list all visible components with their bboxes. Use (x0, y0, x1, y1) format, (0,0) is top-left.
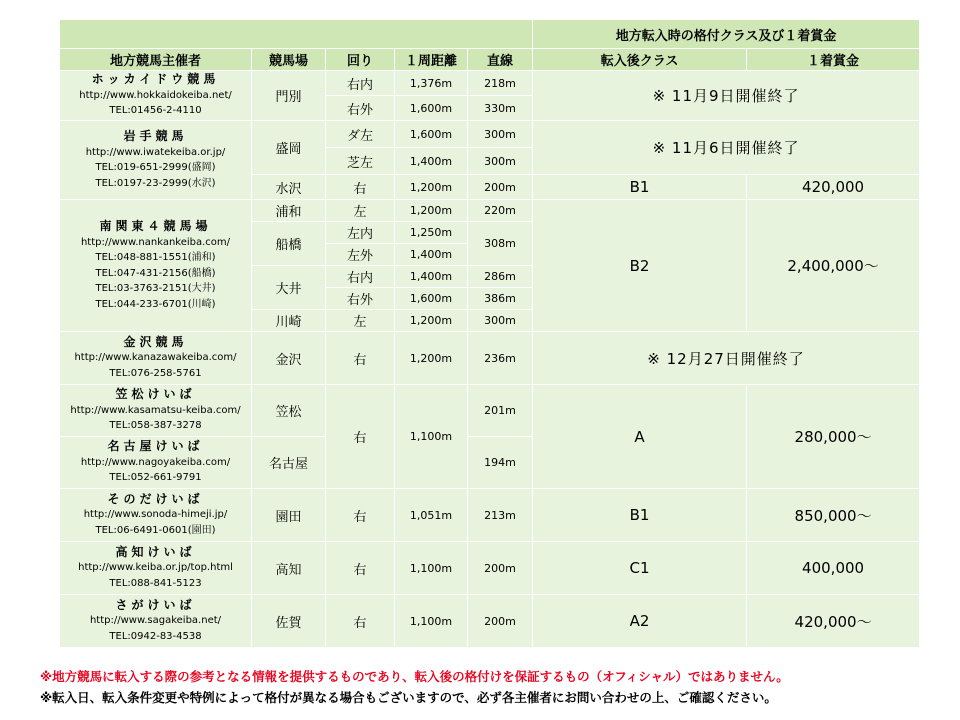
organizer-name: 南関東４競馬場 (99, 219, 212, 233)
header-course: 競馬場 (252, 49, 326, 71)
course-mizusawa: 水沢 (252, 175, 326, 200)
organizer-name: 名古屋けいば (107, 439, 204, 454)
header-turn: 回り (326, 49, 395, 71)
course-urawa: 浦和 (252, 200, 326, 222)
organizer-tel: TEL:052-661-9791 (109, 472, 202, 484)
lap-cell: 1,600m (395, 121, 468, 148)
organizer-sonoda (60, 489, 252, 542)
prize-cell: 420,000～ (747, 595, 920, 648)
class-cell: A (533, 385, 747, 489)
lap-cell: 1,100m (395, 385, 468, 489)
lap-cell: 1,051m (395, 489, 468, 542)
lap-cell: 1,100m (395, 595, 468, 648)
organizer-saga (60, 595, 252, 648)
course-funabashi: 船橋 (252, 222, 326, 266)
straight-cell: 300m (468, 310, 533, 332)
organizer-kochi (60, 542, 252, 595)
organizer-tel: TEL:019-651-2999(盛岡) (95, 162, 216, 173)
organizer-tel: TEL:03-3763-2151(大井) (95, 283, 216, 294)
prize-cell: 2,400,000～ (747, 200, 920, 332)
turn-cell: 右内 (326, 266, 395, 288)
organizer-url: http://www.keiba.or.jp/top.html (78, 562, 233, 574)
turn-cell: 右 (326, 385, 395, 489)
straight-cell: 330m (468, 96, 533, 121)
straight-cell: 308m (468, 222, 533, 266)
organizer-tel: TEL:088-841-5123 (109, 577, 202, 589)
course-monbetsu: 門別 (252, 71, 326, 121)
organizer-url: http://www.nagoyakeiba.com/ (80, 456, 231, 468)
organizer-name: そのだけいば (107, 491, 204, 506)
lap-cell: 1,200m (395, 175, 468, 200)
organizer-url: http://www.nankankeiba.com/ (80, 236, 231, 248)
class-cell: C1 (533, 542, 747, 595)
class-cell: B1 (533, 489, 747, 542)
organizer-name: 高知けいば (115, 544, 196, 559)
class-cell: A2 (533, 595, 747, 648)
organizer-url: http://www.sagakeiba.net/ (89, 615, 222, 627)
footnote-contact: ※転入日、転入条件変更や特例によって格付が異なる場合もございますので、必ず各主催者にお問い合わせの上、ご確認ください。 (40, 690, 777, 705)
organizer-kanazawa (60, 332, 252, 385)
header-straight: 直線 (468, 49, 533, 71)
lap-cell: 1,200m (395, 310, 468, 332)
prize-cell: 420,000 (747, 175, 920, 200)
turn-cell: 右外 (326, 96, 395, 121)
straight-cell: 386m (468, 288, 533, 310)
organizer-kasamatsu (60, 385, 252, 437)
course-nagoya: 名古屋 (252, 437, 326, 489)
lap-cell: 1,400m (395, 148, 468, 175)
turn-cell: 右内 (326, 71, 395, 96)
class-cell: B1 (533, 175, 747, 200)
organizer-name: ホッカイドウ競馬 (91, 72, 220, 87)
organizer-tel: TEL:0197-23-2999(水沢) (95, 177, 216, 189)
lap-cell: 1,200m (395, 200, 468, 222)
header-class-after: 転入後クラス (533, 49, 747, 71)
header-blank (60, 20, 533, 49)
prize-cell: 850,000～ (747, 489, 920, 542)
straight-cell: 200m (468, 595, 533, 648)
organizer-tel: TEL:0942-83-4538 (109, 630, 202, 642)
course-oi: 大井 (252, 266, 326, 310)
straight-cell: 201m (468, 385, 533, 437)
header-lap: １周距離 (395, 49, 468, 71)
straight-cell: 200m (468, 542, 533, 595)
turn-cell: ダ左 (326, 121, 395, 148)
organizer-tel: TEL:076-258-5761 (109, 367, 202, 379)
straight-cell: 300m (468, 148, 533, 175)
notice-morioka: ※ 11月6日開催終了 (533, 121, 920, 175)
straight-cell: 286m (468, 266, 533, 288)
lap-cell: 1,250m (395, 222, 468, 244)
prize-cell: 400,000 (747, 542, 920, 595)
organizer-minami-kanto (60, 200, 252, 332)
turn-cell: 右 (326, 542, 395, 595)
organizer-url: http://www.kasamatsu-keiba.com/ (70, 404, 241, 416)
class-table (59, 19, 920, 648)
straight-cell: 236m (468, 332, 533, 385)
organizer-name: さがけいば (115, 597, 196, 612)
organizer-url: http://www.kanazawakeiba.com/ (74, 352, 237, 364)
turn-cell: 左 (326, 310, 395, 332)
turn-cell: 右外 (326, 288, 395, 310)
straight-cell: 200m (468, 175, 533, 200)
organizer-tel: TEL:047-431-2156(船橋) (95, 267, 216, 279)
header-prize: １着賞金 (747, 49, 920, 71)
notice-kanazawa: ※ 12月27日開催終了 (533, 332, 920, 385)
notice-hokkaido: ※ 11月9日開催終了 (533, 71, 920, 121)
header-organizer: 地方競馬主催者 (60, 49, 252, 71)
organizer-iwate (60, 121, 252, 200)
organizer-url: http://www.iwatekeiba.or.jp/ (85, 146, 226, 158)
turn-cell: 左内 (326, 222, 395, 244)
organizer-tel: TEL:01456-2-4110 (109, 105, 202, 117)
turn-cell: 左 (326, 200, 395, 222)
turn-cell: 右 (326, 175, 395, 200)
lap-cell: 1,600m (395, 96, 468, 121)
header-group-title: 地方転入時の格付クラス及び１着賞金 (533, 20, 920, 49)
organizer-hokkaido (60, 71, 252, 121)
organizer-name: 金沢競馬 (123, 334, 188, 349)
straight-cell: 220m (468, 200, 533, 222)
course-kasamatsu: 笠松 (252, 385, 326, 437)
course-kanazawa: 金沢 (252, 332, 326, 385)
lap-cell: 1,100m (395, 542, 468, 595)
organizer-name: 笠松けいば (115, 387, 196, 402)
straight-cell: 218m (468, 71, 533, 96)
class-cell: B2 (533, 200, 747, 332)
turn-cell: 左外 (326, 244, 395, 266)
organizer-name: 岩手競馬 (123, 129, 188, 143)
course-saga: 佐賀 (252, 595, 326, 648)
straight-cell: 300m (468, 121, 533, 148)
footnote-disclaimer: ※地方競馬に転入する際の参考となる情報を提供するものであり、転入後の格付けを保証するもの（オフィシャル）ではありません。 (40, 669, 789, 684)
turn-cell: 右 (326, 595, 395, 648)
lap-cell: 1,400m (395, 244, 468, 266)
organizer-tel: TEL:06-6491-0601(園田) (95, 524, 216, 536)
course-kawasaki: 川崎 (252, 310, 326, 332)
prize-cell: 280,000～ (747, 385, 920, 489)
turn-cell: 右 (326, 489, 395, 542)
course-sonoda: 園田 (252, 489, 326, 542)
straight-cell: 213m (468, 489, 533, 542)
lap-cell: 1,400m (395, 266, 468, 288)
organizer-url: http://www.hokkaidokeiba.net/ (79, 89, 232, 101)
organizer-url: http://www.sonoda-himeji.jp/ (83, 509, 228, 521)
lap-cell: 1,600m (395, 288, 468, 310)
organizer-nagoya (60, 437, 252, 489)
course-morioka: 盛岡 (252, 121, 326, 175)
straight-cell: 194m (468, 437, 533, 489)
lap-cell: 1,376m (395, 71, 468, 96)
turn-cell: 右 (326, 332, 395, 385)
course-kochi: 高知 (252, 542, 326, 595)
organizer-tel: TEL:058-387-3278 (109, 420, 202, 432)
lap-cell: 1,200m (395, 332, 468, 385)
organizer-tel: TEL:044-233-6701(川崎) (95, 298, 216, 310)
organizer-tel: TEL:048-881-1551(浦和) (95, 252, 216, 263)
turn-cell: 芝左 (326, 148, 395, 175)
